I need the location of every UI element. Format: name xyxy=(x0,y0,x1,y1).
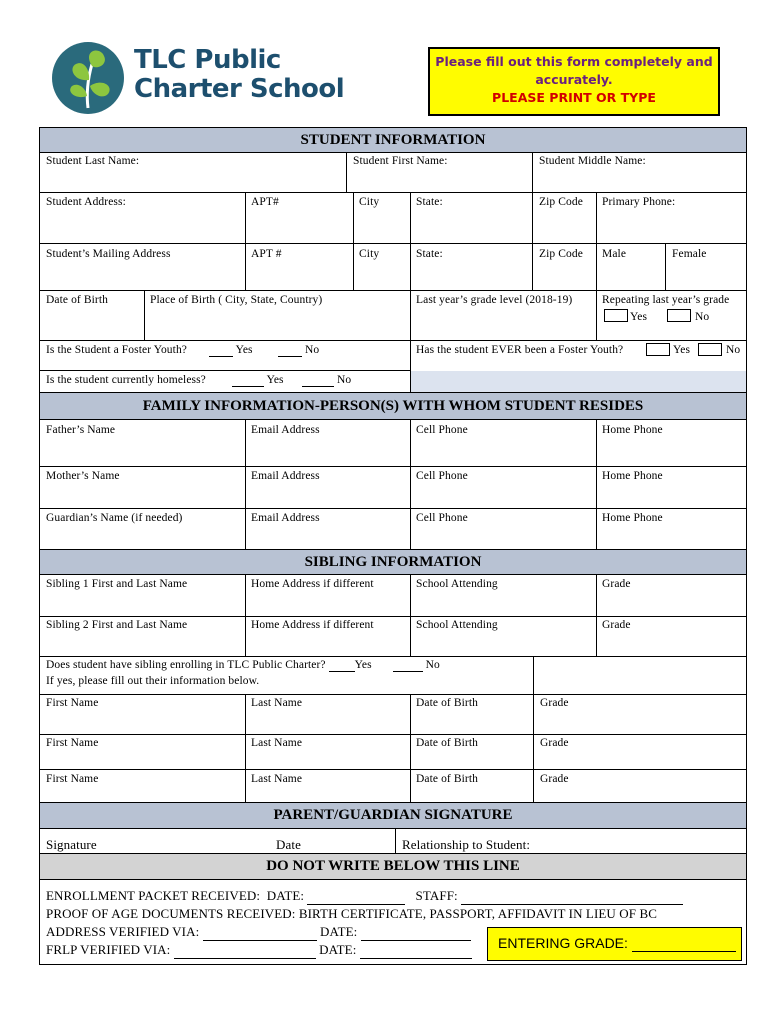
relationship-field[interactable]: Relationship to Student: xyxy=(402,837,531,852)
new-sibling-3-dob[interactable]: Date of Birth xyxy=(416,773,478,785)
repeating-no-checkbox[interactable] xyxy=(667,309,691,322)
foster-ever-no-label: No xyxy=(726,344,741,356)
last-grade-level-field[interactable]: Last year’s grade level (2018-19) xyxy=(416,294,573,306)
sibling-1-name-field[interactable]: Sibling 1 First and Last Name xyxy=(46,578,188,590)
guardian-email-field[interactable]: Email Address xyxy=(251,512,320,524)
homeless-no[interactable]: No xyxy=(302,374,351,387)
student-city-field[interactable]: City xyxy=(359,196,380,208)
foster-ever-no-checkbox[interactable] xyxy=(698,343,722,356)
logo-line-2: Charter School xyxy=(134,74,345,104)
mailing-state-field[interactable]: State: xyxy=(416,248,443,260)
sibling-2-grade-field[interactable]: Grade xyxy=(602,619,631,631)
new-sibling-3-grade[interactable]: Grade xyxy=(540,773,569,785)
repeating-yes-checkbox[interactable] xyxy=(604,309,628,322)
repeating-yes-label: Yes xyxy=(630,311,648,323)
mailing-city-field[interactable]: City xyxy=(359,248,380,260)
father-name-field[interactable]: Father’s Name xyxy=(46,424,116,436)
gender-female-option[interactable]: Female xyxy=(672,248,707,260)
signature-field[interactable]: Signature xyxy=(46,837,97,852)
new-sibling-1-first-name[interactable]: First Name xyxy=(46,697,99,709)
new-sibling-3-last-name[interactable]: Last Name xyxy=(251,773,303,785)
foster-ever-question: Has the student EVER been a Foster Youth? xyxy=(416,344,624,356)
new-sibling-1-dob[interactable]: Date of Birth xyxy=(416,697,478,709)
homeless-question: Is the student currently homeless? xyxy=(46,374,206,386)
student-address-field[interactable]: Student Address: xyxy=(46,196,126,208)
student-zip-field[interactable]: Zip Code xyxy=(539,196,583,208)
sibling-info-header: SIBLING INFORMATION xyxy=(40,549,746,575)
guardian-home-phone-field[interactable]: Home Phone xyxy=(602,512,663,524)
student-last-name-field[interactable]: Student Last Name: xyxy=(46,155,140,167)
foster-ever-yes-checkbox[interactable] xyxy=(646,343,670,356)
place-of-birth-field[interactable]: Place of Birth ( City, State, Country) xyxy=(150,294,323,306)
sibling-2-address-field[interactable]: Home Address if different xyxy=(251,619,374,631)
sibling-1-address-field[interactable]: Home Address if different xyxy=(251,578,374,590)
school-name xyxy=(134,46,344,104)
office-use-header: DO NOT WRITE BELOW THIS LINE xyxy=(40,853,746,880)
school-logo xyxy=(52,42,345,122)
foster-ever-yes-label: Yes xyxy=(673,344,691,356)
sibling-enroll-no-blank[interactable] xyxy=(393,659,423,672)
new-sibling-3-first-name[interactable]: First Name xyxy=(46,773,99,785)
notice-line-1: Please fill out this form completely and xyxy=(435,54,713,69)
mother-home-phone-field[interactable]: Home Phone xyxy=(602,470,663,482)
logo-line-1: TLC Public xyxy=(134,45,281,75)
address-verified-blank[interactable] xyxy=(203,924,317,941)
proof-of-age-line: PROOF OF AGE DOCUMENTS RECEIVED: BIRTH CERTIFICATE, PASSPORT, AFFIDAVIT IN LIEU OF BC xyxy=(46,906,657,921)
primary-phone-field[interactable]: Primary Phone: xyxy=(602,196,676,208)
new-sibling-2-first-name[interactable]: First Name xyxy=(46,737,99,749)
entering-grade-box[interactable] xyxy=(487,927,742,961)
new-sibling-1-last-name[interactable]: Last Name xyxy=(251,697,303,709)
father-email-field[interactable]: Email Address xyxy=(251,424,320,436)
family-info-header: FAMILY INFORMATION-PERSON(S) WITH WHOM STUDENT RESIDES xyxy=(40,392,746,420)
student-first-name-field[interactable]: Student First Name: xyxy=(353,155,448,167)
foster-youth-question: Is the Student a Foster Youth? xyxy=(46,344,187,356)
guardian-cell-field[interactable]: Cell Phone xyxy=(416,512,468,524)
new-sibling-2-dob[interactable]: Date of Birth xyxy=(416,737,478,749)
sibling-2-name-field[interactable]: Sibling 2 First and Last Name xyxy=(46,619,188,631)
homeless-yes[interactable]: Yes xyxy=(232,374,284,387)
sibling-2-school-field[interactable]: School Attending xyxy=(416,619,498,631)
entering-grade-blank[interactable] xyxy=(632,935,736,952)
mailing-zip-field[interactable]: Zip Code xyxy=(539,248,583,260)
mailing-apt-field[interactable]: APT # xyxy=(251,248,282,260)
signature-date-field[interactable]: Date xyxy=(276,837,301,852)
sibling-enroll-question: Does student have sibling enrolling in TLC Public Charter? Yes No xyxy=(46,659,440,671)
foster-youth-no[interactable]: No xyxy=(278,344,319,357)
mailing-address-field[interactable]: Student’s Mailing Address xyxy=(46,248,171,260)
new-sibling-2-grade[interactable]: Grade xyxy=(540,737,569,749)
date-of-birth-field[interactable]: Date of Birth xyxy=(46,294,108,306)
staff-blank[interactable] xyxy=(461,888,683,905)
repeating-grade-label: Repeating last year’s grade xyxy=(602,294,730,306)
signature-header: PARENT/GUARDIAN SIGNATURE xyxy=(40,802,746,829)
frlp-verified-blank[interactable] xyxy=(174,942,316,959)
gender-male-option[interactable]: Male xyxy=(602,248,627,260)
sibling-1-grade-field[interactable]: Grade xyxy=(602,578,631,590)
sibling-enroll-note: If yes, please fill out their information below. xyxy=(46,675,260,687)
notice-line-2: accurately. xyxy=(535,72,613,87)
instructions-notice xyxy=(428,47,720,116)
enrollment-form xyxy=(39,127,747,965)
mother-email-field[interactable]: Email Address xyxy=(251,470,320,482)
repeating-no-label: No xyxy=(695,311,710,323)
new-sibling-1-grade[interactable]: Grade xyxy=(540,697,569,709)
father-home-phone-field[interactable]: Home Phone xyxy=(602,424,663,436)
entering-grade-label: ENTERING GRADE: xyxy=(498,935,628,951)
father-cell-field[interactable]: Cell Phone xyxy=(416,424,468,436)
packet-date-blank[interactable] xyxy=(307,888,405,905)
foster-youth-yes[interactable]: Yes xyxy=(209,344,253,357)
mother-name-field[interactable]: Mother’s Name xyxy=(46,470,120,482)
sibling-1-school-field[interactable]: School Attending xyxy=(416,578,498,590)
student-apt-field[interactable]: APT# xyxy=(251,196,279,208)
student-state-field[interactable]: State: xyxy=(416,196,443,208)
notice-print-instruction: PLEASE PRINT OR TYPE xyxy=(492,90,656,105)
guardian-name-field[interactable]: Guardian’s Name (if needed) xyxy=(46,512,183,524)
packet-received-line: ENROLLMENT PACKET RECEIVED: DATE: STAFF: xyxy=(46,888,683,905)
new-sibling-2-last-name[interactable]: Last Name xyxy=(251,737,303,749)
address-verified-line: ADDRESS VERIFIED VIA: DATE: xyxy=(46,924,471,941)
frlp-date-blank[interactable] xyxy=(360,942,472,959)
student-info-header: STUDENT INFORMATION xyxy=(40,127,746,153)
leaf-emblem-icon xyxy=(52,42,124,114)
address-date-blank[interactable] xyxy=(361,924,471,941)
mother-cell-field[interactable]: Cell Phone xyxy=(416,470,468,482)
sibling-enroll-yes-blank[interactable] xyxy=(329,659,355,672)
student-middle-name-field[interactable]: Student Middle Name: xyxy=(539,155,646,167)
frlp-verified-line: FRLP VERIFIED VIA: DATE: xyxy=(46,942,472,959)
